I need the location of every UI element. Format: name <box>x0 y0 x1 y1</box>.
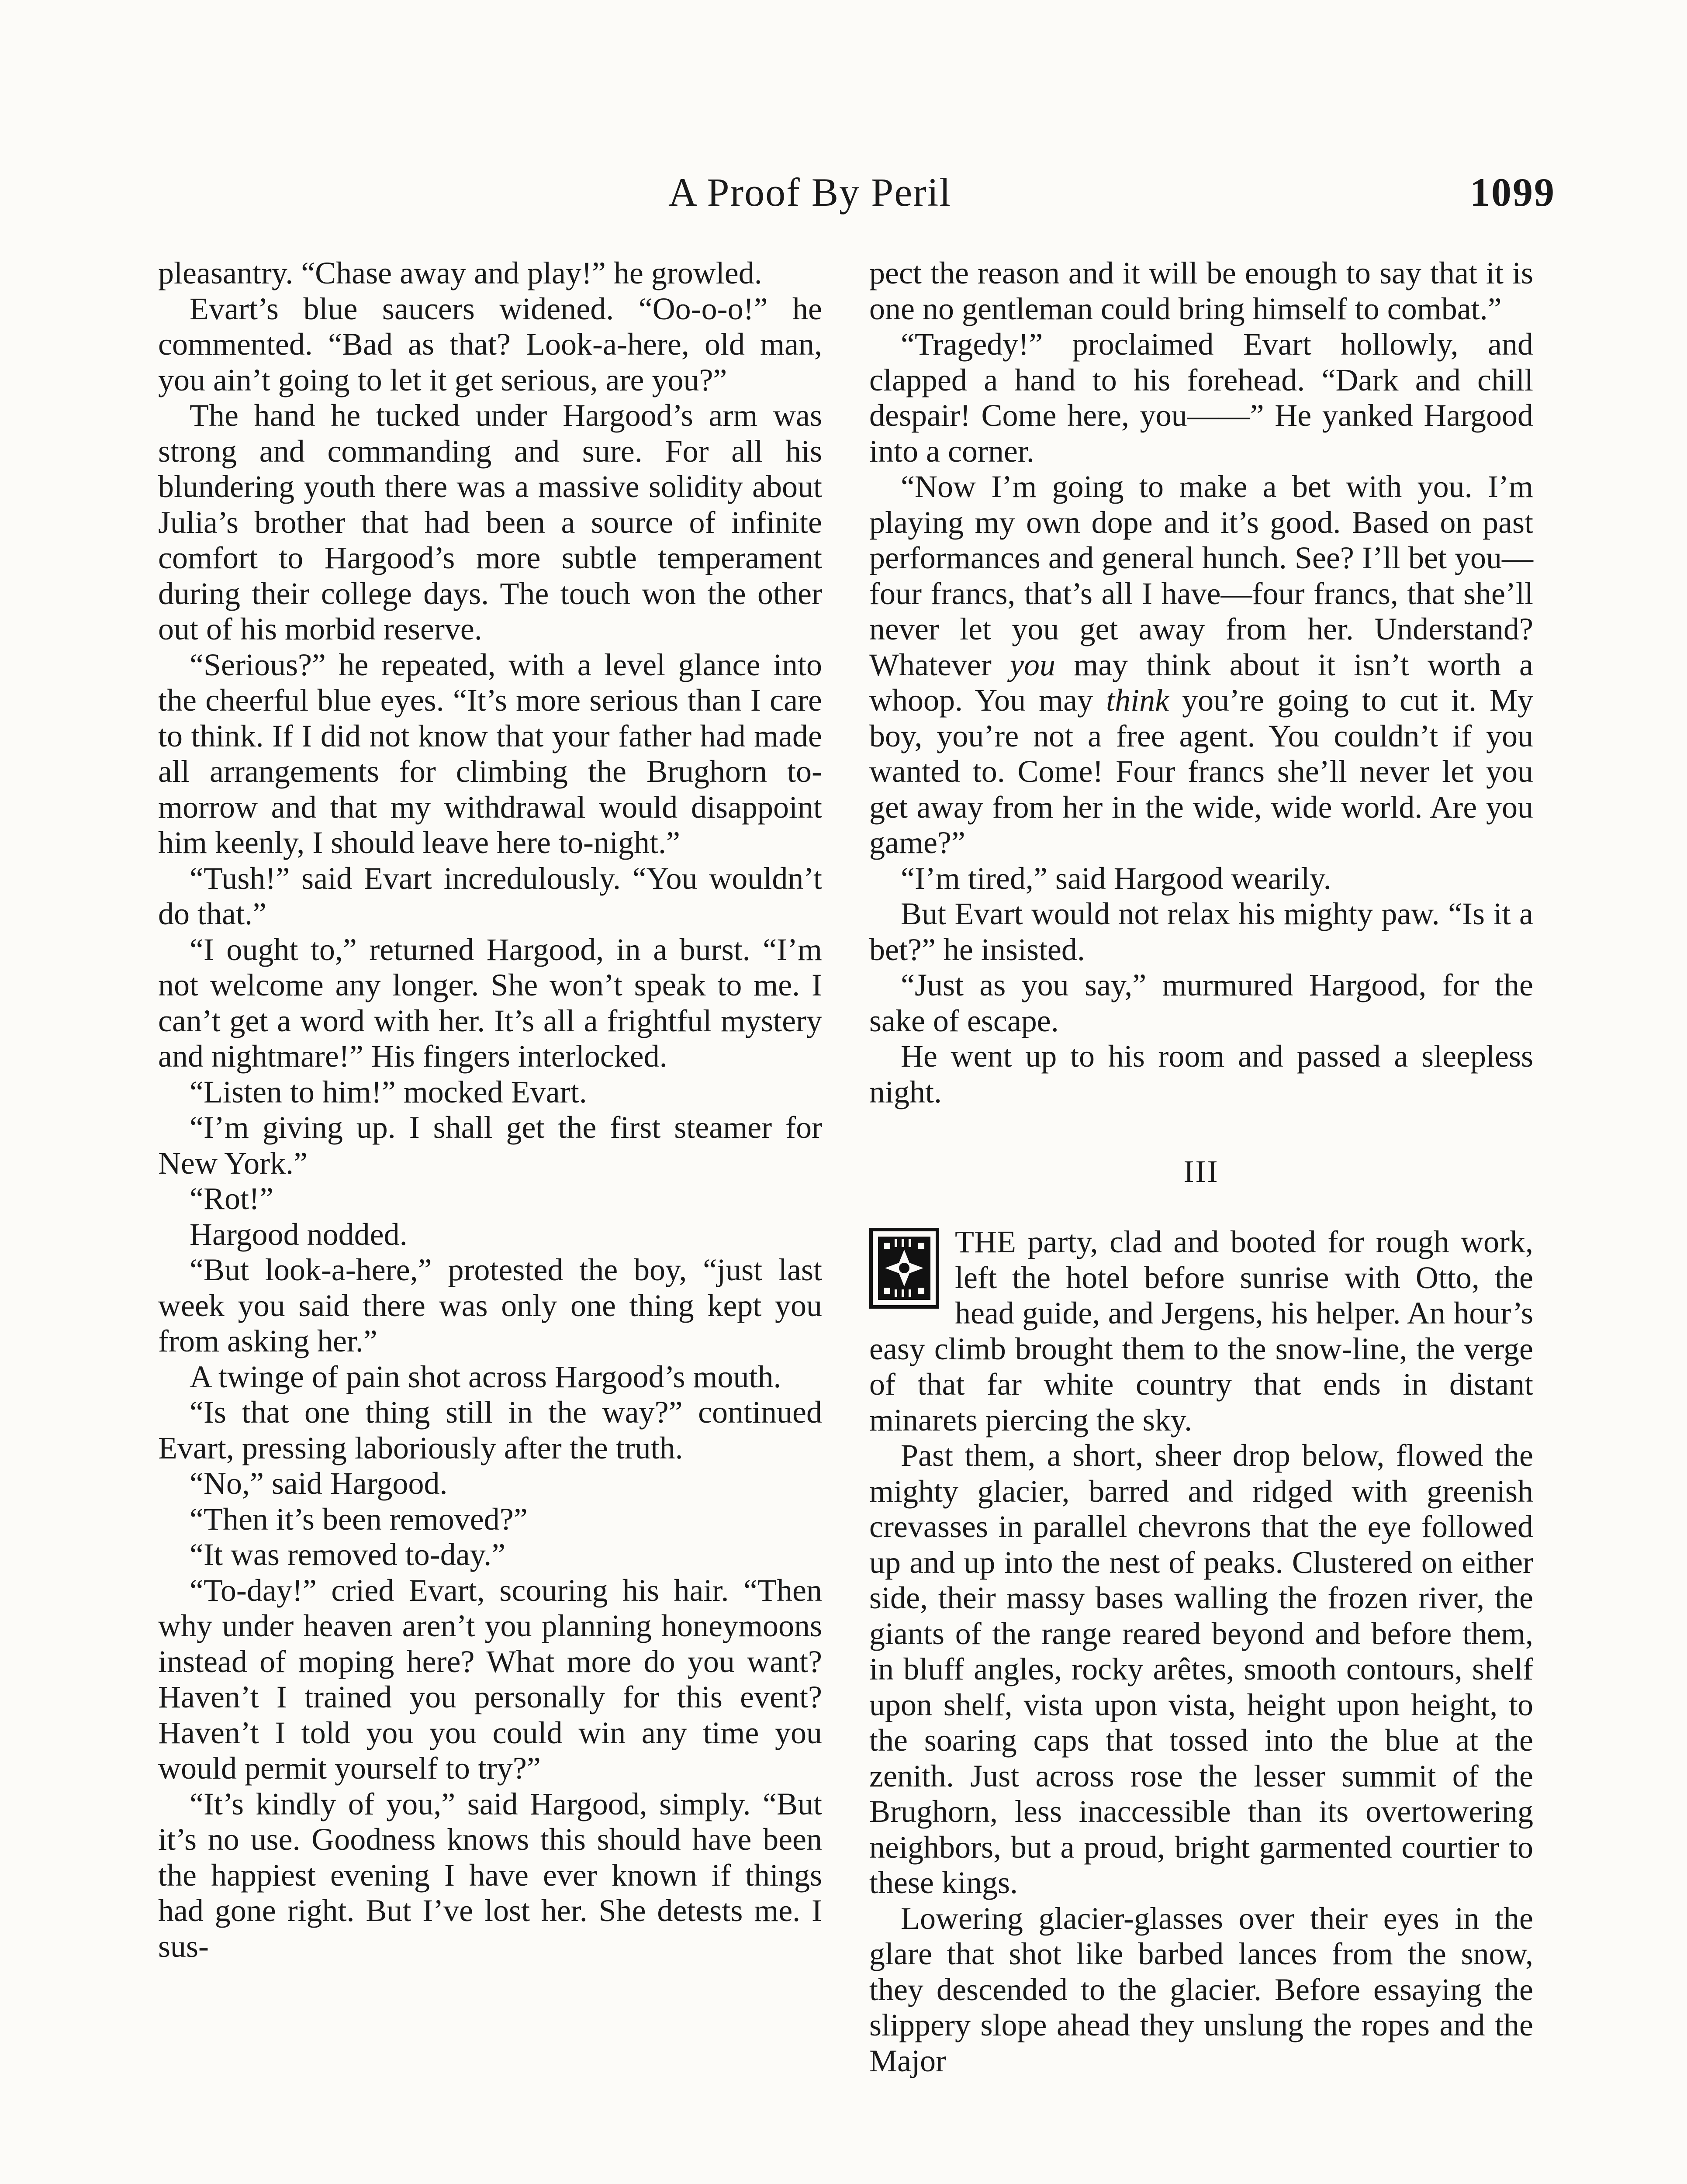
text-run: you’re going to cut it. My boy, you’re not a free agent. You couldn’t if you wanted to. Come! Four francs she’ll never let you get away from her in the wide, wide world. Are you game?” <box>869 683 1533 860</box>
italic-text: think <box>1106 683 1169 718</box>
ornamental-initial-icon <box>869 1228 939 1309</box>
paragraph: “I’m tired,” said Hargood wearily. <box>901 860 1331 896</box>
paragraph: “I ought to,” returned Hargood, in a burst. “I’m not welcome any longer. She won’t speak to me. I can’t get a word with her. It’s all a frightful mystery and nightmare!” His fingers interlocked. <box>158 932 822 1074</box>
paragraph: “Serious?” he repeated, with a level glance into the cheerful blue eyes. “It’s more serious than I care to think. If I did not know that your father had made all arrangements for climbing the Brughorn to-morrow and that my withdrawal would disappoint him keenly, I should leave here to-night.” <box>158 647 822 860</box>
running-title: A Proof By Peril <box>668 170 951 214</box>
paragraph: “Then it’s been removed?” <box>190 1501 528 1537</box>
page-header <box>0 166 1687 232</box>
paragraph: “No,” said Hargood. <box>190 1466 448 1501</box>
paragraph: He went up to his room and passed a sleepless night. <box>869 1039 1533 1109</box>
paragraph: “Tragedy!” proclaimed Evart hollowly, and clapped a hand to his forehead. “Dark and chill despair! Come here, you——” He yanked Hargood into a corner. <box>869 327 1533 469</box>
paragraph: “It was removed to-day.” <box>190 1537 506 1572</box>
section-heading: III <box>1183 1154 1219 1189</box>
paragraph: pleasantry. “Chase away and play!” he growled. <box>158 256 762 290</box>
opening-paragraph <box>869 1224 1533 1438</box>
paragraph: “Just as you say,” murmured Hargood, for the sake of escape. <box>869 968 1533 1038</box>
paragraph: “To-day!” cried Evart, scouring his hair. “Then why under heaven aren’t you planning honeymoons instead of moping here? What more do you want? Haven’t I trained you personally for this event? Haven’t I told you you could win any time you would permit yourself to try?” <box>158 1572 822 1786</box>
italic-text: you <box>1010 647 1055 682</box>
paragraph: Past them, a short, sheer drop below, flowed the mighty glacier, barred and ridged with greenish crevasses in parallel chevrons that the eye followed up and up into the nest of peaks. Clustered on either side, their massy bases walling the frozen river, the giants of the range reared beyond and before them, in bluff angles, rocky arêtes, smooth contours, shelf upon shelf, vista upon vista, height upon height, to the soaring caps that tossed into the blue at the zenith. Just across rose the lesser summit of the Brughorn, less inaccessible than its overtowering neighbors, but a proud, bright garmented courtier to these kings. <box>869 1438 1533 1900</box>
paragraph: “Rot!” <box>190 1181 273 1216</box>
left-column <box>158 256 822 1964</box>
paragraph: pect the reason and it will be enough to say that it is one no gentleman could bring himself to combat.” <box>869 256 1533 326</box>
paragraph: Lowering glacier-glasses over their eyes in the glare that shot like barbed lances from the snow, they descended to the glacier. Before essaying the slippery slope ahead they unslung the ropes and the Major <box>869 1901 1533 2078</box>
paragraph: “It’s kindly of you,” said Hargood, simply. “But it’s no use. Goodness knows this should have been the happiest evening I have ever known if things had gone right. But I’ve lost her. She detests me. I sus- <box>158 1786 822 1964</box>
paragraph: A twinge of pain shot across Hargood’s mouth. <box>190 1359 781 1394</box>
paragraph: Hargood nodded. <box>190 1216 408 1252</box>
text-run: may think about it isn’t worth a whoop. You may <box>869 647 1533 718</box>
paragraph: But Evart would not relax his mighty paw. “Is it a bet?” he insisted. <box>869 896 1533 967</box>
paragraph: Evart’s blue saucers widened. “Oo-o-o!” he commented. “Bad as that? Look-a-here, old man, you ain’t going to let it get serious, are you?” <box>158 291 822 397</box>
paragraph: “Listen to him!” mocked Evart. <box>190 1074 587 1109</box>
paragraph: The hand he tucked under Hargood’s arm was strong and commanding and sure. For all his blundering youth there was a massive solidity about Julia’s brother that had been a source of infinite comfort to Hargood’s more subtle temperament during their college days. The touch won the other out of his morbid reserve. <box>158 398 822 646</box>
paragraph: “But look-a-here,” protested the boy, “just last week you said there was only one thing kept you from asking her.” <box>158 1252 822 1358</box>
paragraph: “I’m giving up. I shall get the first steamer for New York.” <box>158 1110 822 1181</box>
paragraph: “Is that one thing still in the way?” continued Evart, pressing laboriously after the truth. <box>158 1395 822 1465</box>
right-column <box>869 256 1533 2079</box>
paragraph-with-italics <box>869 469 1533 861</box>
text-run: “Now I’m going to make a bet with you. I’m playing my own dope and it’s good. Based on past performances and general hunch. See? I’ll bet you—four francs, that’s all I have—four francs, that she’ll never let you get away from her. Understand? Whatever <box>869 469 1533 682</box>
paragraph: “Tush!” said Evart incredulously. “You wouldn’t do that.” <box>158 860 822 931</box>
page-number: 1099 <box>1470 170 1556 214</box>
text-run: THE party, clad and booted for rough work, left the hotel before sunrise with Otto, the head guide, and Jergens, his helper. An hour’s easy climb brought them to the snow-line, the verge of that far white country that ends in distant minarets piercing the sky. <box>869 1224 1533 1438</box>
